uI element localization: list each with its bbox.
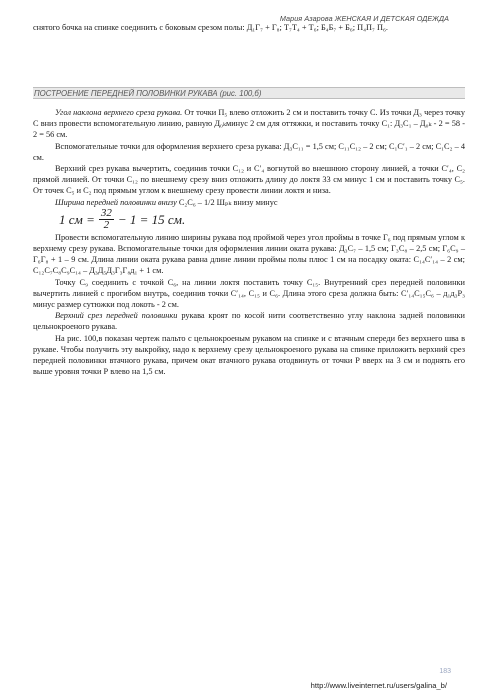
paragraph-aux-points: Вспомогательные точки для оформления верхнего среза рукава: Д₃С₁₁ = 1,5 см; С₁₁С₁₂ – 2 см; С₁С′₁ – 2 см; С₁С₂ – 4 см. [33, 141, 465, 162]
paragraph-armhole: Провести вспомогательную линию ширины рукава под проймой через угол проймы в точке Г₆ под прямым углом к верхнему срезу рукава. Вспомогательные точки для оформления линии оката рукава: Д₃С₇ – 1,5 см; Г₃С₈ – 2,5 см; Г₆С₉ – Г₆Г₈ + 1 – 9 см. Длина линии оката рукава равна длине линии проймы полы плюс 1 см на посадку оката: С₁₄С′₁₄ – 2 см; С₁₂С₇С₈С₉С₁₄ – Д₃Д₅Д₃Г₃Г₈д₁ + 1 см. [33, 232, 465, 276]
paragraph-width [33, 197, 465, 208]
top-paragraph: снятого бочка на спинке соединить с боковым срезом полы: Д₁Г₇ + Г₈; Т₇Т₄ + Т₆; Б₄Б₇ + Б₆; П₄П₇ П₆. [33, 23, 388, 32]
running-header: Мария Азарова ЖЕНСКАЯ И ДЕТСКАЯ ОДЕЖДА [279, 14, 449, 23]
formula-left: 1 см = [59, 212, 95, 228]
width-formula [59, 208, 465, 232]
formula-fraction [99, 208, 114, 231]
paragraph-text: рукава кроят по косой нити соответственно углу наклона задней половинки цельнокроеного рукава. [33, 311, 465, 332]
page-number: 183 [439, 668, 451, 675]
paragraph-grain [33, 310, 465, 332]
section-heading: ПОСТРОЕНИЕ ПЕРЕДНЕЙ ПОЛОВИНКИ РУКАВА (рис. 100,б) [33, 87, 465, 99]
paragraph-lead: Ширина передней половинки внизу [55, 197, 177, 207]
paragraph-text: От точки П₅ влево отложить 2 см и поставить точку С. Из точки Д₃ через точку С вниз провести вспомогательную линию, равную Д₀ₖминус 2 см для оттяжки, и поставить точку С₁: Д₃С₁ – Д₀ₖ - 2 = 58 - 2 = 56 см. [33, 108, 465, 140]
paragraph-lead: Верхний срез передней половинки [55, 311, 178, 321]
paragraph-sleeve-angle [33, 107, 465, 141]
formula-right: − 1 = 15 см. [117, 212, 186, 228]
paragraph-elbow: Точку С₉ соединить с точкой С₆, на линии локтя поставить точку С₁₅. Внутренний срез передней половинки вычертить линией с прогибом внутрь, соединив точки С′₁₄, С₁₅ и С₆. Длина этого среза должна быть: С′₁₄С₁₅С₆ – д₁д₃Р₃ минус размер сутюжки под локоть - 2 см. [33, 277, 465, 310]
footer-url[interactable]: http://www.liveinternet.ru/users/galina_b/ [310, 681, 447, 690]
paragraph-upper-cut: Верхний срез рукава вычертить, соединив точки С₁₂ и С′₄ вогнутой во внешнюю сторону линией, а точки С′₄, С₂ прямой линией. От точки С₁₂ по внешнему срезу вниз отложить длину до локтя 33 см минус 1 см и поставить точку С₅. От точек С₅ и С₂ под прямым углом к внешнему срезу провести линии локтя и низа. [33, 164, 465, 196]
formula-denominator: 2 [103, 219, 110, 232]
body-text [33, 107, 465, 377]
paragraph-lead: Угол наклона верхнего среза рукава. [55, 108, 183, 117]
formula-numerator: 32 [100, 207, 112, 220]
paragraph-figure-100v: На рис. 100,в показан чертеж пальто с цельнокроеным рукавом на спинке и с втачным спереди без верхнего шва в рукаве. Чтобы получить эту выкройку, надо к верхнему срезу цельнокроеного рукава на спинке приложить верхний срез передней половинки втачного рукава, причем окат втачного рукава отодвинуть от точки Р вверх на 3 см и поднять его выше уровня точки Р влево на 1,5 см. [33, 333, 465, 377]
paragraph-text: С₂С₆ – 1/2 Шₚₖ внизу минус [176, 197, 278, 207]
